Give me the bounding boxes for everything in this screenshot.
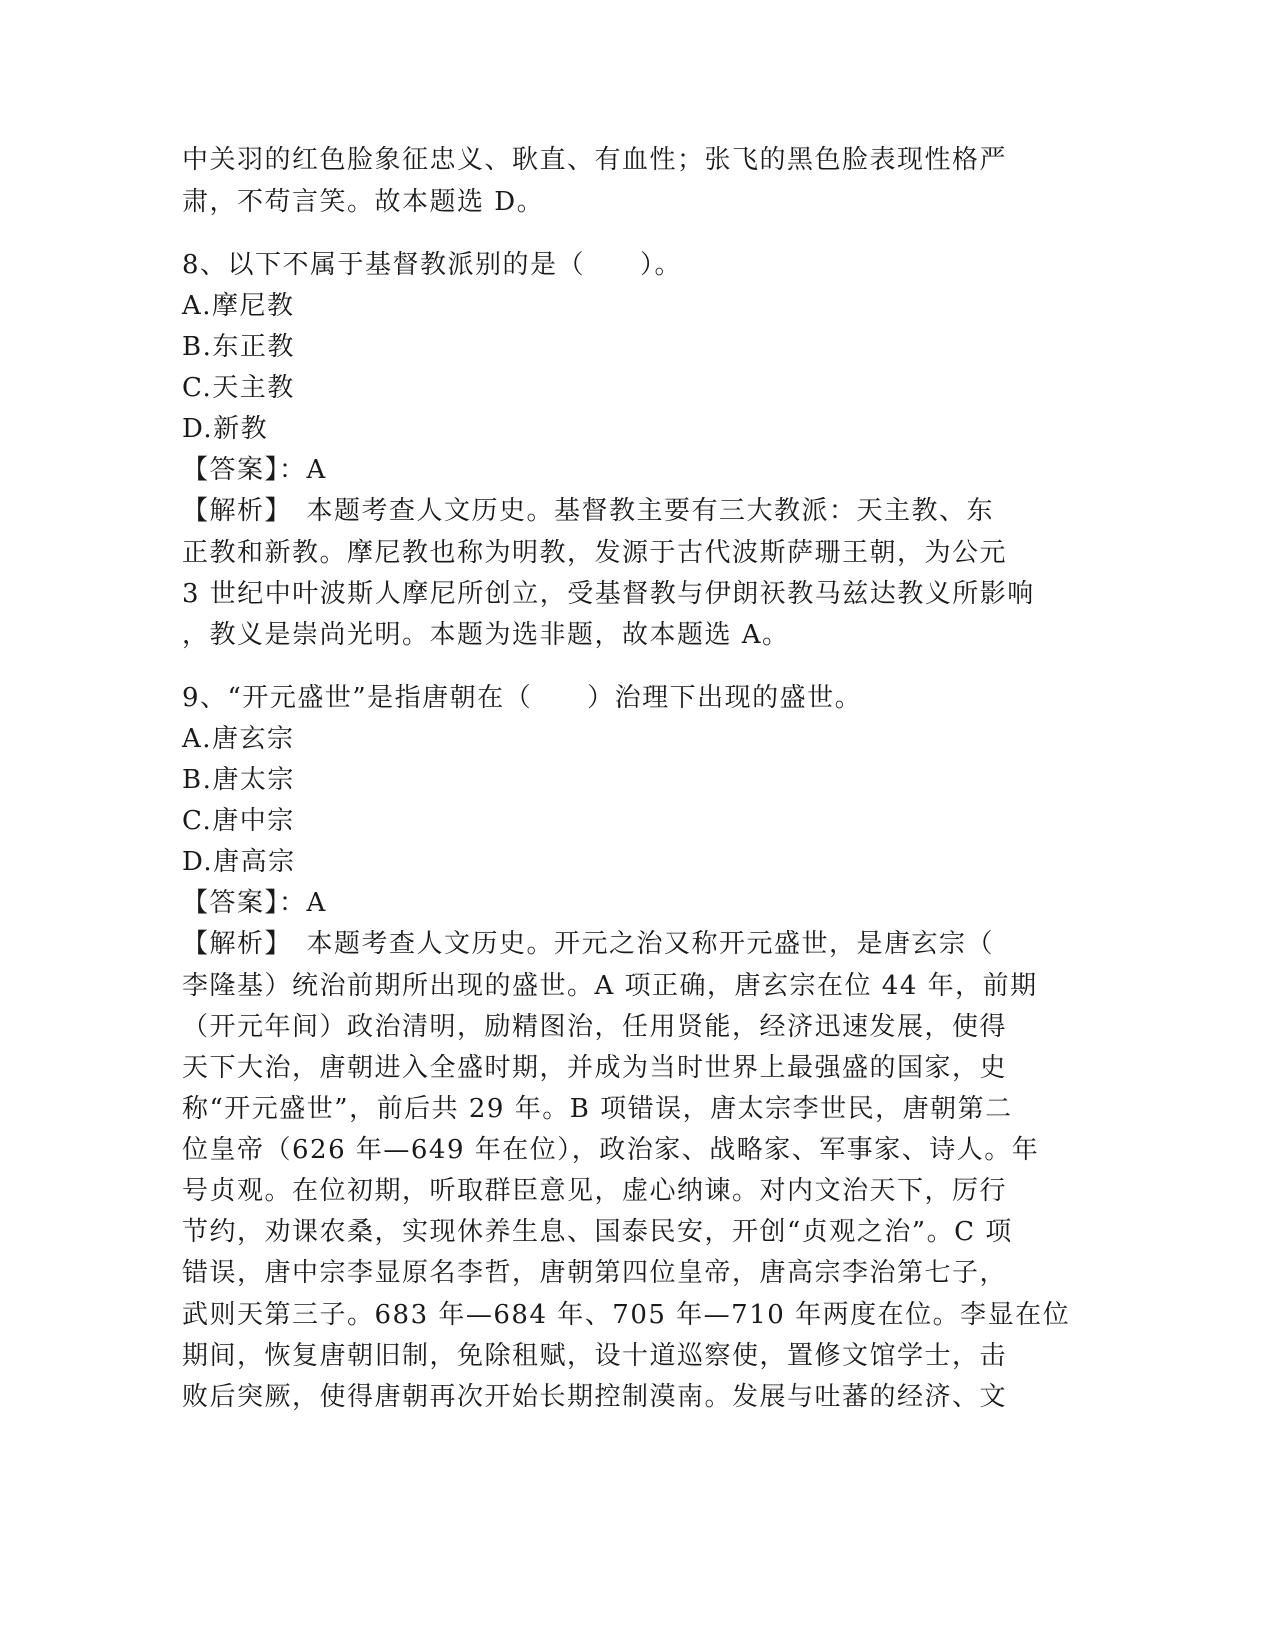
question-9-analysis-line: 【解析】 本题考查人文历史。开元之治又称开元盛世，是唐玄宗（ (182, 929, 995, 959)
question-9-option-d: D.唐高宗 (182, 847, 296, 877)
question-9-analysis-line: 期间，恢复唐朝旧制，免除租赋，设十道巡察使，置修文馆学士，击 (182, 1341, 1008, 1371)
question-9-analysis-line: （开元年间）政治清明，励精图治，任用贤能，经济迅速发展，使得 (182, 1012, 1008, 1042)
text-line: 中关羽的红色脸象征忠义、耿直、有血性；张飞的黑色脸表现性格严 (182, 145, 1008, 175)
question-9-analysis-line: 位皇帝（626 年—649 年在位），政治家、战略家、军事家、诗人。年 (182, 1135, 1040, 1165)
question-9-answer: 【答案】：A (182, 888, 327, 918)
question-9-analysis-line: 称“开元盛世”，前后共 29 年。B 项错误，唐太宗李世民，唐朝第二 (182, 1094, 1013, 1124)
question-8-option-b: B.东正教 (182, 332, 295, 362)
question-8-option-c: C.天主教 (182, 373, 295, 403)
question-9-analysis-line: 错误，唐中宗李显原名李哲，唐朝第四位皇帝，唐高宗李治第七子， (182, 1258, 1008, 1288)
question-8-option-d: D.新教 (182, 414, 269, 444)
text-line: 肃，不苟言笑。故本题选 D。 (182, 187, 545, 217)
question-9-stem: 9、“开元盛世”是指唐朝在（ ）治理下出现的盛世。 (182, 683, 863, 713)
question-8-analysis-line: 【解析】 本题考查人文历史。基督教主要有三大教派：天主教、东 (182, 496, 995, 526)
question-9-option-a: A.唐玄宗 (182, 724, 295, 754)
question-8-answer: 【答案】：A (182, 455, 327, 485)
question-9-analysis-line: 天下大治，唐朝进入全盛时期，并成为当时世界上最强盛的国家，史 (182, 1053, 1008, 1083)
question-9-analysis-line: 败后突厥，使得唐朝再次开始长期控制漠南。发展与吐蕃的经济、文 (182, 1382, 1008, 1412)
question-8-stem: 8、以下不属于基督教派别的是（ ）。 (182, 250, 683, 280)
question-9-option-b: B.唐太宗 (182, 765, 295, 795)
question-8-analysis-line: 正教和新教。摩尼教也称为明教，发源于古代波斯萨珊王朝，为公元 (182, 538, 1008, 568)
question-9-analysis-line: 节约，劝课农桑，实现休养生息、国泰民安，开创“贞观之治”。C 项 (182, 1217, 1013, 1247)
question-9-analysis-line: 武则天第三子。683 年—684 年、705 年—710 年两度在位。李显在位 (182, 1300, 1071, 1330)
question-8-analysis-line: ，教义是崇尚光明。本题为选非题，故本题选 A。 (182, 620, 790, 650)
question-9-option-c: C.唐中宗 (182, 806, 295, 836)
question-9-analysis-line: 李隆基）统治前期所出现的盛世。A 项正确，唐玄宗在位 44 年，前期 (182, 971, 1038, 1001)
question-9-analysis-line: 号贞观。在位初期，听取群臣意见，虚心纳谏。对内文治天下，厉行 (182, 1176, 1008, 1206)
question-8-analysis-line: 3 世纪中叶波斯人摩尼所创立，受基督教与伊朗祆教马兹达教义所影响 (182, 579, 1035, 609)
question-8-option-a: A.摩尼教 (182, 291, 295, 321)
